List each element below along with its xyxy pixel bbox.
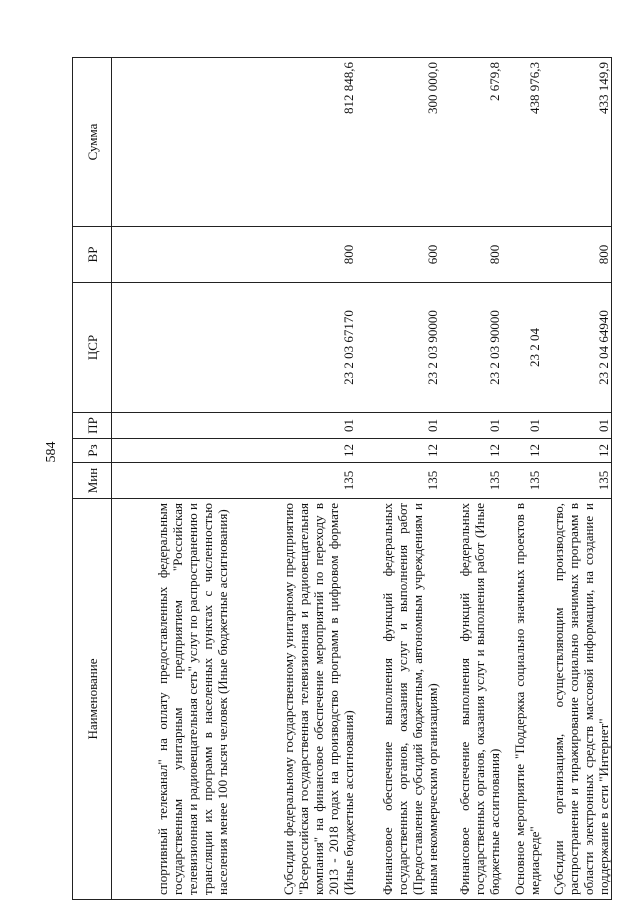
row-pr: 01 xyxy=(502,413,542,439)
table-row xyxy=(440,58,502,900)
row-pr: 01 xyxy=(230,413,356,439)
header-csr: ЦСР xyxy=(73,283,112,413)
table-header-row xyxy=(73,58,112,900)
row-min: 135 xyxy=(440,463,502,499)
row-sum: 433 149,9 xyxy=(542,58,612,227)
table-row xyxy=(230,58,356,900)
header-name: Наименование xyxy=(73,499,112,900)
header-pr: ПР xyxy=(73,413,112,439)
row-csr: 23 2 04 xyxy=(502,283,542,413)
row-rz: 12 xyxy=(440,439,502,463)
row-rz xyxy=(112,439,230,463)
table-row xyxy=(356,58,440,900)
row-pr: 01 xyxy=(440,413,502,439)
header-sum: Сумма xyxy=(73,58,112,227)
page-number: 584 xyxy=(44,441,59,463)
row-vr: 800 xyxy=(230,227,356,283)
budget-table xyxy=(72,57,612,900)
row-sum: 812 848,6 xyxy=(230,58,356,227)
row-vr: 800 xyxy=(542,227,612,283)
row-name: Финансовое обеспечение выполнения функций федеральных государственных органов, оказания услуг и выполнения работ (Предоставление субсидий бюджетным, автономным учреждениям и иным некоммерческим организациям) xyxy=(356,499,440,900)
row-min: 135 xyxy=(542,463,612,499)
row-rz: 12 xyxy=(542,439,612,463)
row-name: спортивный телеканал" на оплату предоставленных федеральным государственным унитарным предприятием "Российская телевизионная и радиовещательная сеть" услуг по распространению и трансляции их программ в населенных пунктах с численностью населения менее 100 тысяч человек (Иные бюджетные ассигнования) xyxy=(112,499,230,900)
row-vr: 600 xyxy=(356,227,440,283)
table-row xyxy=(542,58,612,900)
row-pr xyxy=(112,413,230,439)
row-sum: 2 679,8 xyxy=(440,58,502,227)
row-name: Субсидии организациям, осуществляющим производство, распространение и тиражирование социально значимых программ в области электронных средств массовой информации, на создание и поддержание в сети "Интернет" xyxy=(542,499,612,900)
row-sum xyxy=(112,58,230,227)
row-pr: 01 xyxy=(542,413,612,439)
row-csr: 23 2 03 67170 xyxy=(230,283,356,413)
row-name: Основное мероприятие "Поддержка социально значимых проектов в медиасреде" xyxy=(502,499,542,900)
table-row xyxy=(112,58,230,900)
row-name: Субсидии федеральному государственному унитарному предприятию "Всероссийская государственная телевизионная и радиовещательная компания" на финансовое обеспечение мероприятий по переходу в 2013 - 2018 годах на производство программ в цифровом формате (Иные бюджетные ассигнования) xyxy=(230,499,356,900)
row-name: Финансовое обеспечение выполнения функций федеральных государственных органов, оказания услуг и выполнения работ (Иные бюджетные ассигнования) xyxy=(440,499,502,900)
row-sum: 300 000,0 xyxy=(356,58,440,227)
row-rz: 12 xyxy=(356,439,440,463)
header-vr: ВР xyxy=(73,227,112,283)
row-csr xyxy=(112,283,230,413)
row-csr: 23 2 04 64940 xyxy=(542,283,612,413)
row-sum: 438 976,3 xyxy=(502,58,542,227)
row-csr: 23 2 03 90000 xyxy=(356,283,440,413)
header-min: Мин xyxy=(73,463,112,499)
row-min xyxy=(112,463,230,499)
row-min: 135 xyxy=(502,463,542,499)
header-rz: Рз xyxy=(73,439,112,463)
rotated-document xyxy=(72,58,613,900)
row-vr: 800 xyxy=(440,227,502,283)
row-min: 135 xyxy=(356,463,440,499)
row-rz: 12 xyxy=(230,439,356,463)
row-min: 135 xyxy=(230,463,356,499)
row-rz: 12 xyxy=(502,439,542,463)
row-vr xyxy=(502,227,542,283)
row-vr xyxy=(112,227,230,283)
table-row xyxy=(502,58,542,900)
row-csr: 23 2 03 90000 xyxy=(440,283,502,413)
row-pr: 01 xyxy=(356,413,440,439)
